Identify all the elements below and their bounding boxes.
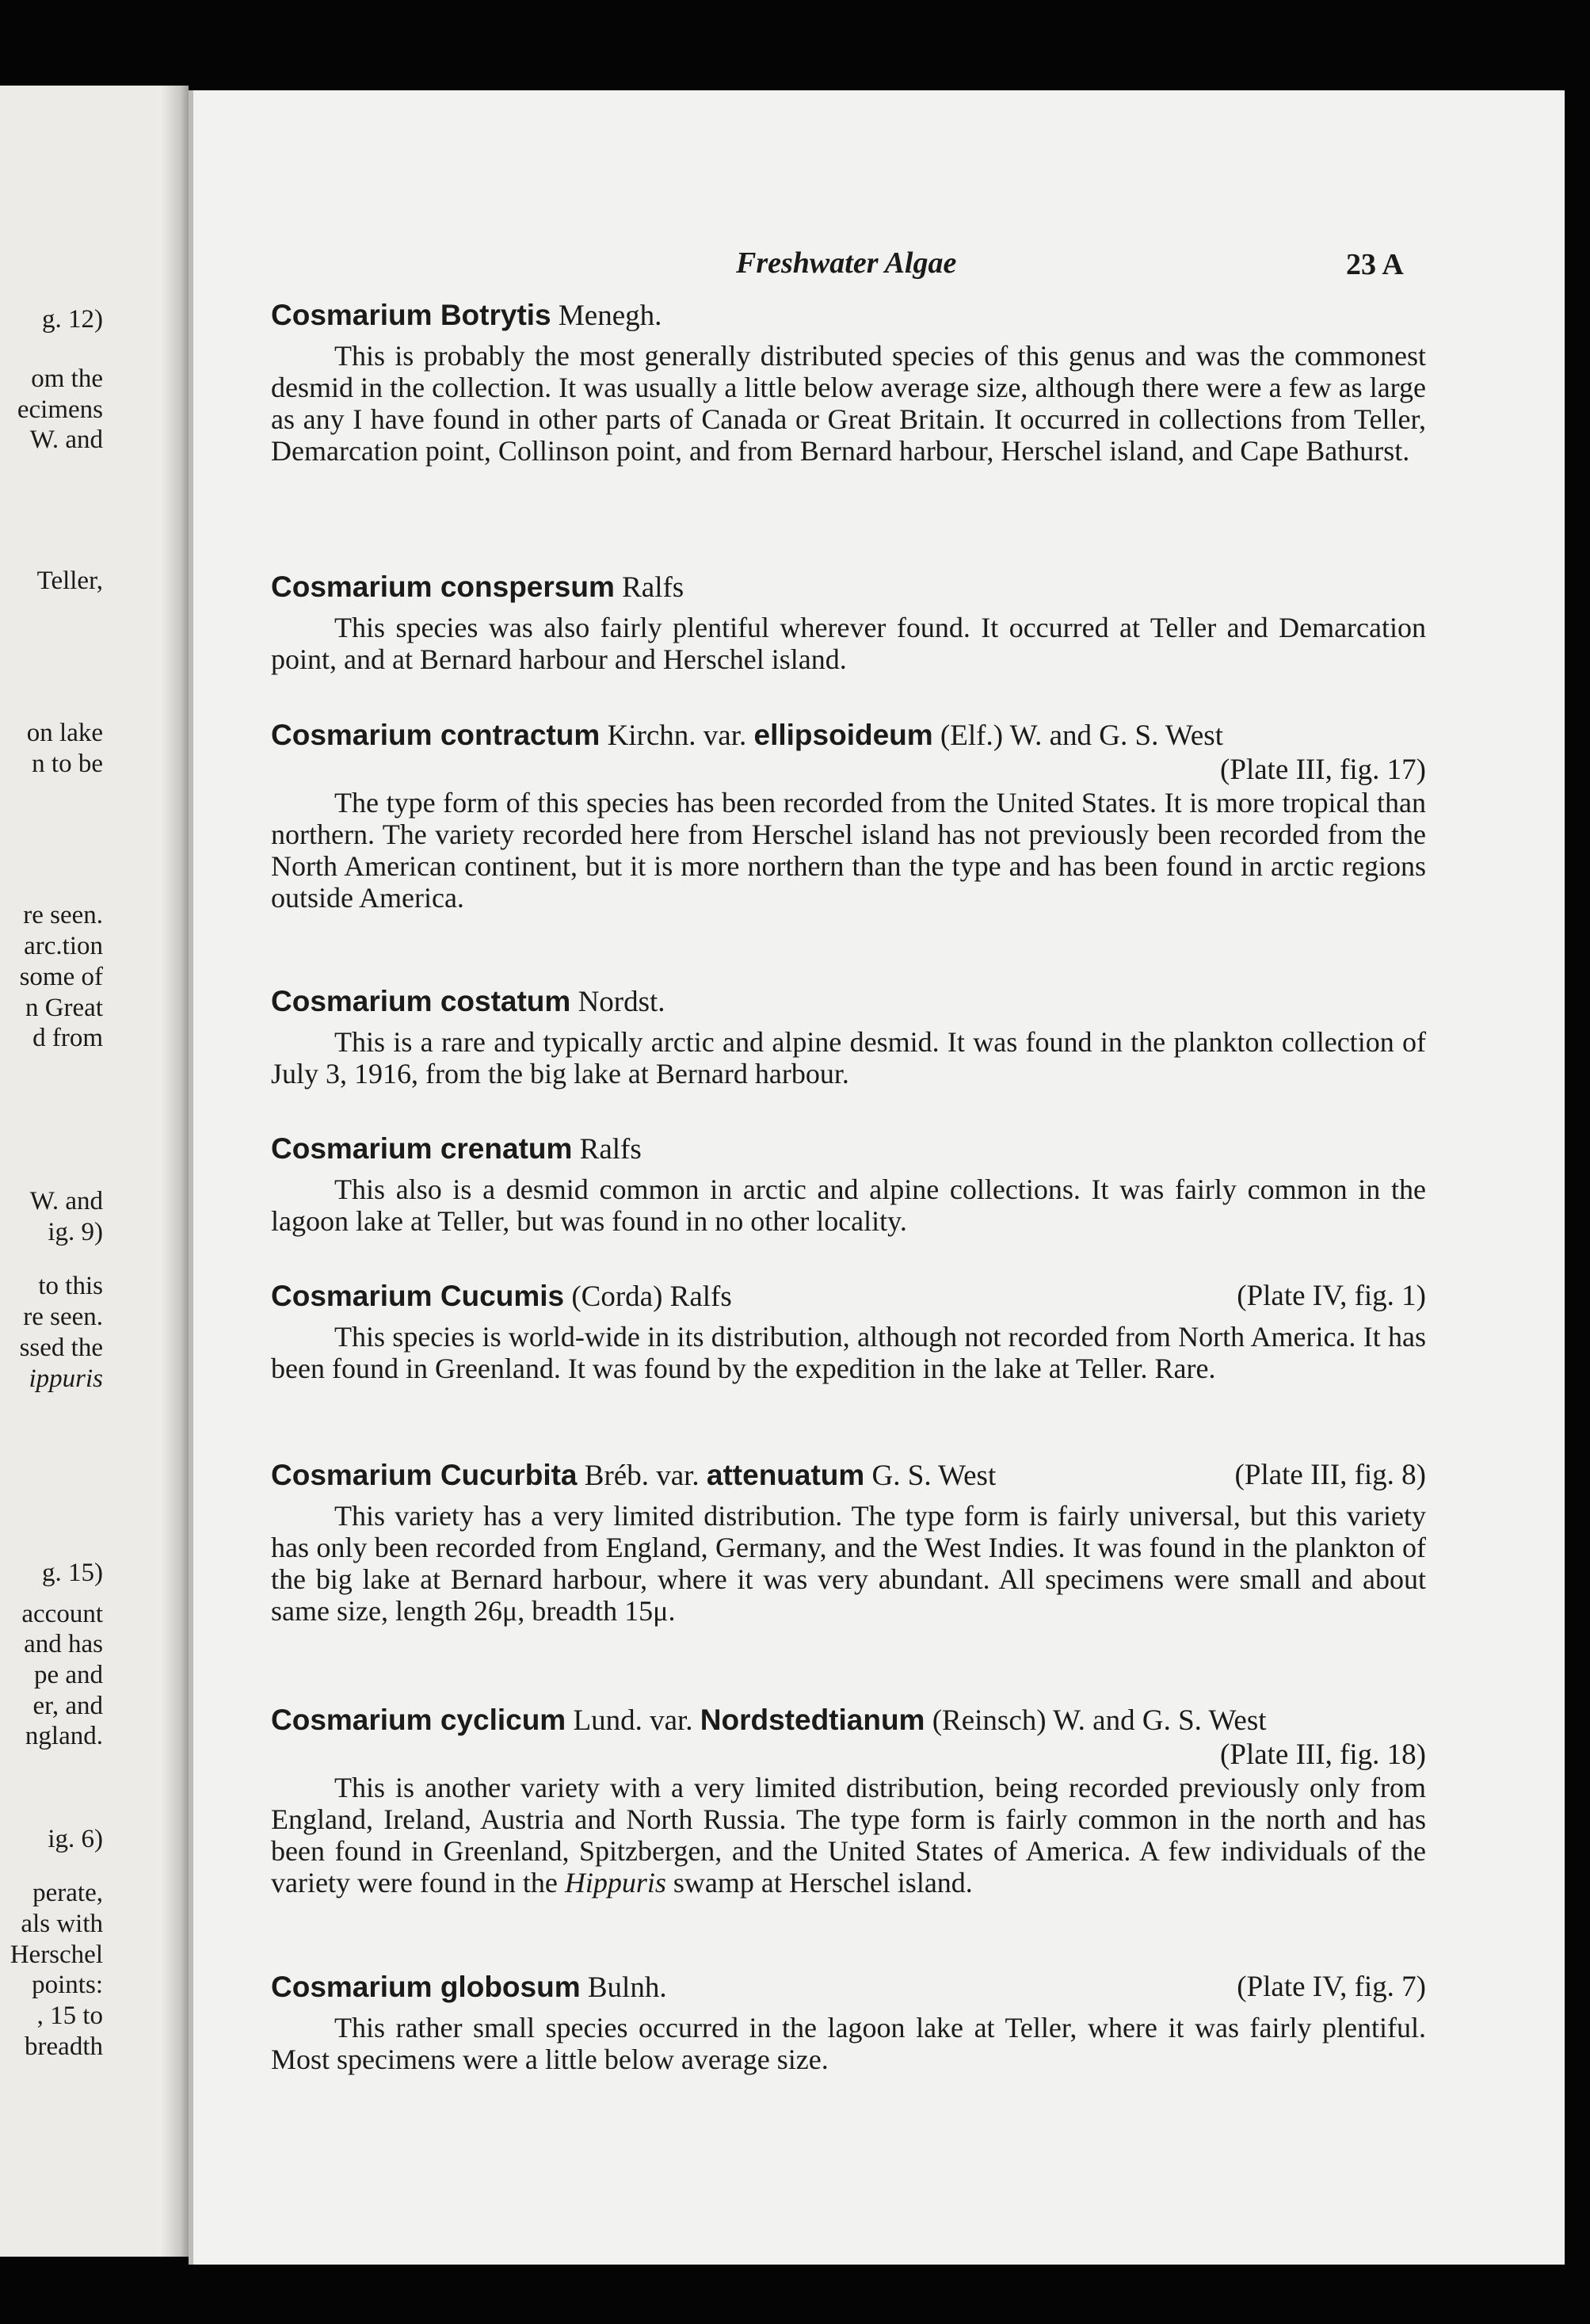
species-description: This species is world-wide in its distribution, although not recorded from North America. It has been found in Greenland. It was found by the expedition in the lake at Teller. Rare. [271,1321,1426,1384]
left-page-line: ssed the [19,1334,103,1362]
species-entry [271,570,1426,675]
genus-name-italic: Hippuris [564,1867,666,1899]
species-entry [271,1131,1426,1237]
species-entry [271,1279,1426,1384]
variety-name: Nordstedtianum [700,1704,925,1736]
left-page-line: pe and [33,1661,103,1689]
left-page-line: points: [32,1971,103,1999]
species-author: Menegh. [558,300,662,332]
left-page-line: W. and [29,1187,103,1215]
document-page [189,90,1565,2265]
left-page-line: , 15 to [36,2002,103,2030]
species-name: Cosmarium conspersum [271,571,615,603]
plate-reference: (Plate III, fig. 18) [1220,1738,1426,1771]
left-page-line: on lake [26,719,103,747]
left-page-line: Teller, [36,567,103,595]
left-page-line: ippuris [29,1364,103,1393]
left-page-line: ecimens [17,395,103,424]
species-heading [271,1703,1426,1738]
description-text-end: swamp at Herschel island. [673,1867,973,1899]
left-page-line: Herschel [10,1940,103,1969]
species-heading [271,298,1426,334]
species-author: Ralfs [579,1133,642,1166]
species-author: (Corda) Ralfs [571,1280,732,1313]
left-page-line: ngland. [25,1722,103,1750]
left-page-line: and has [24,1630,103,1658]
variety-name: attenuatum [706,1459,865,1491]
species-name: Cosmarium costatum [271,985,571,1017]
variety-name: ellipsoideum [753,719,933,751]
species-author: Lund. var. [573,1704,693,1737]
plate-reference: (Plate III, fig. 17) [1220,754,1426,786]
left-page-line: arc.tion [24,932,103,960]
species-name: Cosmarium globosum [271,1971,581,2003]
species-author: Ralfs [622,571,684,604]
species-description [271,1772,1426,1899]
left-page-line: account [21,1600,103,1628]
species-description: This species was also fairly plentiful wherever found. It occurred at Teller and Demarcation point, and at Bernard harbour and Herschel island. [271,612,1426,675]
species-author: Bréb. var. [584,1460,700,1492]
species-name: Cosmarium Cucurbita [271,1459,578,1491]
species-entry [271,1703,1426,1899]
plate-reference: (Plate IV, fig. 1) [1237,1280,1426,1312]
left-page-line: breadth [25,2032,103,2061]
species-entry [271,1970,1426,2075]
species-name: Cosmarium crenatum [271,1132,573,1165]
species-description: This is a rare and typically arctic and alpine desmid. It was found in the plankton collection of July 3, 1916, from the big lake at Bernard harbour. [271,1026,1426,1089]
left-page-line: to this [38,1272,103,1300]
species-author: Kirchn. var. [607,719,747,752]
left-page-line: er, and [32,1692,103,1720]
species-author: Bulnh. [587,1971,667,2004]
left-page-line: ig. 6) [48,1825,103,1853]
left-page-line: some of [19,963,103,991]
species-description: This also is a desmid common in arctic and alpine collections. It was fairly common in the lagoon lake at Teller, but was found in no other locality. [271,1173,1426,1237]
species-entry [271,298,1426,467]
left-page-line: re seen. [23,1303,103,1331]
left-page-fragment [0,86,189,2257]
species-heading [271,1131,1426,1167]
variety-author: (Elf.) W. and G. S. West [940,719,1223,752]
page-number: 23 A [1346,248,1404,281]
variety-author: G. S. West [871,1460,997,1492]
left-page-line: d from [32,1024,103,1052]
page-spine-shadow [162,86,189,2257]
plate-reference: (Plate IV, fig. 7) [1237,1971,1426,2003]
species-heading [271,1458,1426,1494]
left-page-line: g. 12) [42,305,103,334]
species-heading [271,1279,1426,1315]
species-entry [271,718,1426,914]
left-page-line: W. and [29,425,103,454]
left-page-line: perate, [32,1879,103,1907]
species-name: Cosmarium Botrytis [271,299,551,331]
species-name: Cosmarium cyclicum [271,1704,566,1736]
left-page-line: n to be [32,750,103,778]
left-page-line: als with [21,1910,103,1938]
species-heading [271,718,1426,754]
left-page-line: n Great [25,994,103,1022]
species-description: This variety has a very limited distribution. The type form is fairly universal, but this variety has only been recorded from England, Germany, and the West Indies. It was found in the plankton of the big lake at Bernard harbour, where it was very abundant. All specimens were small and about same size, length 26μ, breadth 15μ. [271,1500,1426,1627]
species-entry [271,1458,1426,1627]
left-page-line: ig. 9) [48,1218,103,1246]
description-text: This is another variety with a very limited distribution, being recorded previously only from England, Ireland, Austria and North Russia. The type form is fairly common in the north and has been found in Greenland, Spitzbergen, and the United States of America. A few individuals of the variety were found in the [271,1772,1426,1899]
species-description: This is probably the most generally distributed species of this genus and was the commonest desmid in the collection. It was usually a little below average size, although there were a few as large as any I have found in other parts of Canada or Great Britain. It occurred in collections from Teller, Demarcation point, Collinson point, and from Bernard harbour, Herschel island, and Cape Bathurst. [271,340,1426,467]
species-entry [271,984,1426,1089]
species-heading [271,984,1426,1020]
species-description: This rather small species occurred in the lagoon lake at Teller, where it was fairly plentiful. Most specimens were a little below average size. [271,2012,1426,2075]
left-page-line: re seen. [23,901,103,929]
species-heading [271,1970,1426,2005]
species-heading [271,570,1426,605]
variety-author: (Reinsch) W. and G. S. West [932,1704,1267,1737]
running-title: Freshwater Algae [736,246,957,280]
plate-reference: (Plate III, fig. 8) [1234,1459,1426,1491]
left-page-line: om the [31,364,103,393]
species-author: Nordst. [578,986,665,1018]
species-name: Cosmarium contractum [271,719,601,751]
species-description: The type form of this species has been recorded from the United States. It is more tropical than northern. The variety recorded here from Herschel island has not previously been recorded from the North American continent, but it is more northern than the type and has been found in arctic regions outside America. [271,787,1426,914]
left-page-line: g. 15) [42,1559,103,1587]
species-name: Cosmarium Cucumis [271,1280,565,1312]
